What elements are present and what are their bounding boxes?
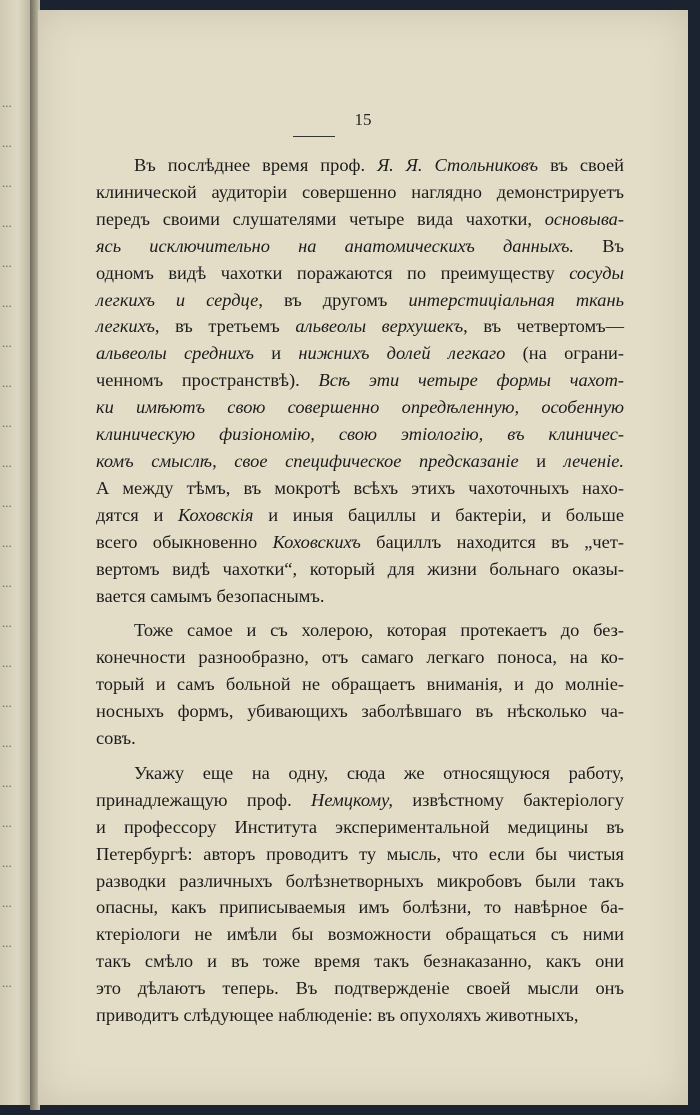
text-run: Укажу еще на одну, сюда же относящуюся работу,	[134, 762, 624, 783]
text-run: и профессору Института экспериментальной медицины въ	[96, 816, 624, 837]
previous-page-fragment: ...	[2, 895, 12, 910]
text-line	[96, 287, 624, 314]
text-run: торый и самъ больной не обращаетъ вниманія, и до молніе-	[96, 674, 624, 695]
previous-page-fragment: ...	[2, 775, 12, 790]
previous-page-fragment: ...	[2, 615, 12, 630]
page	[38, 10, 688, 1105]
text-line	[96, 644, 624, 671]
previous-page-fragment: ...	[2, 215, 12, 230]
previous-page-fragment: ...	[2, 535, 12, 550]
text-line	[96, 448, 624, 475]
text-run: ктеріологи не имѣли бы возможности обращаться съ ними	[96, 924, 624, 945]
text-line	[96, 814, 624, 841]
text-line	[96, 179, 624, 206]
text-run: приводитъ слѣдующее наблюденіе: въ опухоляхъ животныхъ,	[96, 1005, 579, 1026]
text-run: Въ послѣднее время проф.	[134, 155, 378, 175]
previous-page-fragment: ...	[2, 735, 12, 750]
italic-text: альвеолы среднихъ	[96, 343, 254, 364]
text-run: принадлежащую проф.	[96, 789, 312, 810]
previous-page-fragment: ...	[2, 255, 12, 270]
italic-text: Я. Я. Стольниковъ	[377, 155, 539, 175]
text-run: совъ.	[96, 728, 136, 749]
text-line	[96, 233, 624, 260]
text-run: Тоже самое и съ холерою, которая протекаетъ до без-	[134, 620, 624, 641]
text-line	[96, 583, 624, 610]
italic-text: сосуды	[569, 262, 624, 283]
italic-text: леченіе.	[563, 450, 624, 471]
previous-page-fragment: ...	[2, 855, 12, 870]
previous-page-fragment: ...	[2, 695, 12, 710]
italic-text: Коховскихъ	[272, 531, 361, 552]
page-number: 15	[354, 110, 372, 129]
text-line	[96, 921, 624, 948]
text-line	[96, 475, 624, 502]
text-run: въ своей	[538, 155, 624, 175]
text-run: это дѣлаютъ теперь. Въ подтвержденіе своей мысли онъ	[96, 978, 624, 999]
text-line	[96, 340, 624, 367]
previous-page-fragment: ...	[2, 575, 12, 590]
previous-page-fragment: ...	[2, 415, 12, 430]
text-run: всего обыкновенно	[96, 531, 273, 552]
italic-text: ки имѣютъ свою совершенно опредѣленную, особенную	[96, 397, 624, 418]
text-run: ченномъ пространствѣ).	[96, 370, 319, 391]
text-run: клинической аудиторіи совершенно наглядно демонстрируетъ	[96, 181, 624, 202]
text-line	[96, 975, 624, 1002]
text-run: А между тѣмъ, въ мокротѣ всѣхъ этихъ чахоточныхъ нахо-	[96, 477, 624, 498]
previous-page-fragment: ...	[2, 135, 12, 150]
text-line	[96, 725, 624, 752]
text-run: , въ четвертомъ—	[463, 316, 624, 337]
page-number-rule	[293, 136, 335, 137]
text-run: конечности разнообразно, отъ самаго легкаго поноса, на ко-	[96, 647, 624, 668]
previous-page-fragment: ...	[2, 975, 12, 990]
italic-text: легкихъ и сердце	[96, 289, 259, 310]
text-run: одномъ видѣ чахотки поражаются по преимуществу	[96, 262, 570, 283]
text-run: и	[253, 343, 299, 364]
body-text	[96, 152, 624, 1029]
text-run: вается самымъ безопаснымъ.	[96, 585, 325, 606]
italic-text: клиническую физіономію, свою этіологію, въ клиничес-	[96, 424, 624, 445]
italic-text: комъ смыслѣ, свое специфическое предсказаніе	[96, 450, 519, 471]
paragraph	[96, 152, 624, 609]
text-line	[96, 1002, 624, 1029]
text-run: дятся и	[96, 504, 179, 525]
text-line	[96, 787, 624, 814]
text-run: разводки различныхъ болѣзнетворныхъ микробовъ были такъ	[96, 870, 624, 891]
text-line	[96, 760, 624, 787]
text-line	[96, 421, 624, 448]
italic-text: альвеолы верхушекъ	[295, 316, 464, 337]
paragraph-gap	[96, 609, 624, 617]
text-run: извѣстному бактеріологу	[392, 789, 624, 810]
previous-page-fragment: ...	[2, 295, 12, 310]
text-run: Въ	[574, 235, 625, 256]
text-line	[96, 394, 624, 421]
text-run: (на ограни-	[505, 343, 625, 364]
previous-page-fragment: ...	[2, 495, 12, 510]
text-line	[96, 260, 624, 287]
text-line	[96, 206, 624, 233]
text-run: опасны, какъ приписываемыя имъ болѣзни, то навѣрное ба-	[96, 897, 624, 918]
text-run: вертомъ видѣ чахотки“, который для жизни больнаго оказы-	[96, 558, 624, 579]
text-line	[96, 367, 624, 394]
text-line	[96, 529, 624, 556]
text-line	[96, 313, 624, 340]
text-line	[96, 841, 624, 868]
previous-page-fragment: ...	[2, 455, 12, 470]
text-line	[96, 868, 624, 895]
text-run: такъ смѣло и въ тоже время такъ безнаказанно, какъ они	[96, 951, 624, 972]
previous-page-fragment: ...	[2, 335, 12, 350]
italic-text: Коховскія	[178, 504, 254, 525]
text-run: , въ третьемъ	[154, 316, 296, 337]
previous-page-fragment: ...	[2, 375, 12, 390]
paragraph-gap	[96, 752, 624, 760]
text-line	[96, 617, 624, 644]
previous-page-fragment: ...	[2, 815, 12, 830]
text-run: и	[518, 450, 564, 471]
text-run: передъ своими слушателями четыре вида чахотки,	[96, 208, 545, 229]
text-run: , въ другомъ	[258, 289, 409, 310]
italic-text: нижнихъ долей легкаго	[298, 343, 506, 364]
text-line	[96, 502, 624, 529]
previous-page-fragment: ...	[2, 935, 12, 950]
text-run: и иныя бациллы и бактеріи, и больше	[253, 504, 624, 525]
text-line	[96, 152, 624, 179]
text-run: носныхъ формъ, убивающихъ заболѣвшаго въ нѣсколько ча-	[96, 701, 624, 722]
italic-text: Немцкому,	[311, 789, 393, 810]
italic-text: основыва-	[544, 208, 624, 229]
italic-text: легкихъ	[96, 316, 155, 337]
text-run: бациллъ находится въ „чет-	[360, 531, 624, 552]
text-run: Петербургѣ: авторъ проводитъ ту мысль, что если бы чистыя	[96, 843, 624, 864]
italic-text: Всѣ эти четыре формы чахот-	[318, 370, 624, 391]
previous-page-fragment: ...	[2, 95, 12, 110]
italic-text: интерстиціальная ткань	[408, 289, 624, 310]
text-line	[96, 948, 624, 975]
previous-page-edge	[0, 0, 32, 1105]
paragraph	[96, 760, 624, 1029]
previous-page-fragment: ...	[2, 655, 12, 670]
text-line	[96, 894, 624, 921]
text-line	[96, 671, 624, 698]
previous-page-fragment: ...	[2, 175, 12, 190]
text-line	[96, 556, 624, 583]
text-line	[96, 698, 624, 725]
paragraph	[96, 617, 624, 752]
italic-text: ясь исключительно на анатомическихъ данныхъ.	[96, 235, 575, 256]
previous-page-text-fragments	[2, 95, 30, 1015]
